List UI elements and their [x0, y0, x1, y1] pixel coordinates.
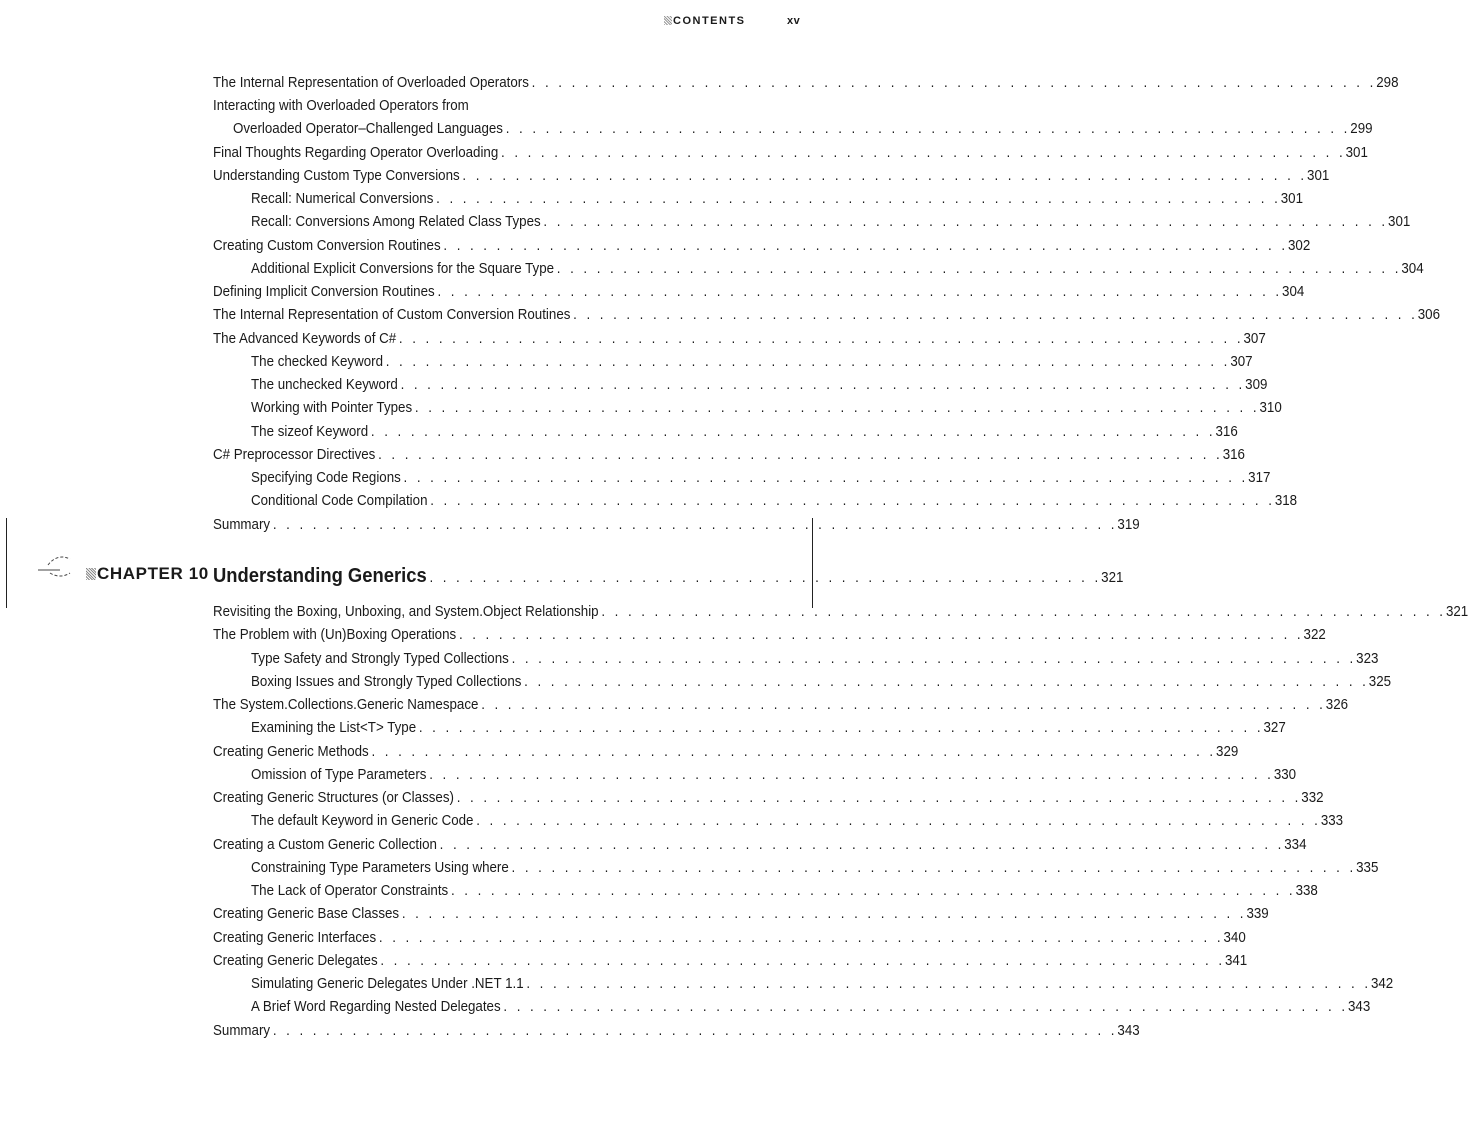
toc-entry-first-line[interactable]: Interacting with Overloaded Operators from: [213, 98, 469, 114]
page-number: 316: [1215, 424, 1238, 440]
toc-subentry[interactable]: Omission of Type Parameters . . . . . . . . . . . . . . . . . . . . . . . . . . . . . . . . . . . . . . . . . . . . . . . . . . . . . . . . . . . . . . . . 330: [251, 764, 735, 787]
toc-subentry[interactable]: Examining the List<T> Type . . . . . . . . . . . . . . . . . . . . . . . . . . . . . . . . . . . . . . . . . . . . . . . . . . . . . . . . . . . . . . . . 327: [251, 717, 735, 740]
toc-entry[interactable]: C# Preprocessor Directives . . . . . . . . . . . . . . . . . . . . . . . . . . . . . . . . . . . . . . . . . . . . . . . . . . . . . . . . . . . . . . . . 316: [213, 444, 735, 467]
page-number: 302: [1287, 238, 1311, 254]
toc-entry[interactable]: Summary . . . . . . . . . . . . . . . . . . . . . . . . . . . . . . . . . . . . . . . . . . . . . . . . . . . . . . . . . . . . . . . . 343: [213, 1020, 735, 1043]
toc-entry[interactable]: Creating Generic Methods . . . . . . . . . . . . . . . . . . . . . . . . . . . . . . . . . . . . . . . . . . . . . . . . . . . . . . . . . . . . . . . . 329: [213, 741, 735, 764]
page-number: 343: [1347, 999, 1371, 1015]
page-number: 310: [1259, 400, 1282, 416]
page-number: 321: [1101, 570, 1124, 586]
page-number: 341: [1224, 953, 1248, 969]
toc-subentry[interactable]: A Brief Word Regarding Nested Delegates . . . . . . . . . . . . . . . . . . . . . . . . . . . . . . . . . . . . . . . . . . . . . . . . . . . . . . . . . . . . . . . . 343: [251, 996, 735, 1019]
toc-entry[interactable]: The Internal Representation of Overloaded Operators . . . . . . . . . . . . . . . . . . . . . . . . . . . . . . . . . . . . . . . . . . . . . . . . . . . . . . . . . . . . . . . . 298: [213, 72, 735, 95]
page-number: 321: [1445, 604, 1468, 620]
page-number: 306: [1417, 307, 1441, 323]
toc-subentry[interactable]: Additional Explicit Conversions for the Square Type . . . . . . . . . . . . . . . . . . . . . . . . . . . . . . . . . . . . . . . . . . . . . . . . . . . . . . . . . . . . . . . . 304: [251, 258, 735, 281]
toc-subentry[interactable]: Constraining Type Parameters Using where . . . . . . . . . . . . . . . . . . . . . . . . . . . . . . . . . . . . . . . . . . . . . . . . . . . . . . . . . . . . . . . . 335: [251, 857, 735, 880]
page-number: 301: [1307, 168, 1330, 184]
toc-entry[interactable]: Creating Generic Base Classes . . . . . . . . . . . . . . . . . . . . . . . . . . . . . . . . . . . . . . . . . . . . . . . . . . . . . . . . . . . . . . . . 339: [213, 903, 735, 926]
toc-entry[interactable]: Creating Generic Interfaces . . . . . . . . . . . . . . . . . . . . . . . . . . . . . . . . . . . . . . . . . . . . . . . . . . . . . . . . . . . . . . . . 340: [213, 927, 735, 950]
registration-mark-icon: [30, 553, 90, 583]
chapter-entry[interactable]: Understanding Generics . . . . . . . . . . . . . . . . . . . . . . . . . . . . . . . . . . . . . . . . . . . . . . . . . . . 321: [213, 561, 735, 591]
toc-subentry[interactable]: Conditional Code Compilation . . . . . . . . . . . . . . . . . . . . . . . . . . . . . . . . . . . . . . . . . . . . . . . . . . . . . . . . . . . . . . . . 318: [251, 490, 735, 513]
page-number: 329: [1216, 744, 1239, 760]
page-number: 309: [1245, 377, 1268, 393]
toc-entry[interactable]: Revisiting the Boxing, Unboxing, and System.Object Relationship . . . . . . . . . . . . . . . . . . . . . . . . . . . . . . . . . . . . . . . . . . . . . . . . . . . . . . . . . . . . . . . . 321: [213, 601, 735, 624]
page-number: 301: [1345, 145, 1368, 161]
toc-subentry[interactable]: The default Keyword in Generic Code . . . . . . . . . . . . . . . . . . . . . . . . . . . . . . . . . . . . . . . . . . . . . . . . . . . . . . . . . . . . . . . . 333: [251, 810, 735, 833]
page-number: 325: [1368, 674, 1392, 690]
page-number: 332: [1301, 790, 1324, 806]
page-number: 343: [1117, 1023, 1140, 1039]
toc-subentry[interactable]: The unchecked Keyword . . . . . . . . . . . . . . . . . . . . . . . . . . . . . . . . . . . . . . . . . . . . . . . . . . . . . . . . . . . . . . . . 309: [251, 374, 735, 397]
page-number: 301: [1388, 214, 1411, 230]
running-head: [0, 15, 816, 31]
toc-entry-continuation[interactable]: Overloaded Operator–Challenged Languages . . . . . . . . . . . . . . . . . . . . . . . . . . . . . . . . . . . . . . . . . . . . . . . . . . . . . . . . . . . . . . . . 299: [233, 118, 737, 141]
toc-entry[interactable]: Summary . . . . . . . . . . . . . . . . . . . . . . . . . . . . . . . . . . . . . . . . . . . . . . . . . . . . . . . . . . . . . . . . 319: [213, 514, 735, 537]
page-number: 307: [1230, 354, 1253, 370]
toc-subentry[interactable]: Specifying Code Regions . . . . . . . . . . . . . . . . . . . . . . . . . . . . . . . . . . . . . . . . . . . . . . . . . . . . . . . . . . . . . . . . 317: [251, 467, 735, 490]
page-number: 322: [1303, 627, 1326, 643]
page-number: 299: [1350, 121, 1373, 137]
page-number: 323: [1356, 651, 1379, 667]
shaded-box-icon: [664, 16, 672, 25]
toc-entry[interactable]: The Internal Representation of Custom Conversion Routines . . . . . . . . . . . . . . . . . . . . . . . . . . . . . . . . . . . . . . . . . . . . . . . . . . . . . . . . . . . . . . . . 306: [213, 304, 735, 327]
page-number: 339: [1246, 906, 1269, 922]
toc-entry[interactable]: Creating Generic Structures (or Classes) . . . . . . . . . . . . . . . . . . . . . . . . . . . . . . . . . . . . . . . . . . . . . . . . . . . . . . . . . . . . . . . . 332: [213, 787, 735, 810]
toc-entry[interactable]: Defining Implicit Conversion Routines . . . . . . . . . . . . . . . . . . . . . . . . . . . . . . . . . . . . . . . . . . . . . . . . . . . . . . . . . . . . . . . . 304: [213, 281, 735, 304]
page-number: 330: [1273, 767, 1297, 783]
page-number: 307: [1243, 331, 1266, 347]
page-number: 298: [1376, 75, 1399, 91]
toc-subentry[interactable]: The checked Keyword . . . . . . . . . . . . . . . . . . . . . . . . . . . . . . . . . . . . . . . . . . . . . . . . . . . . . . . . . . . . . . . . 307: [251, 351, 735, 374]
toc-subentry[interactable]: Type Safety and Strongly Typed Collections . . . . . . . . . . . . . . . . . . . . . . . . . . . . . . . . . . . . . . . . . . . . . . . . . . . . . . . . . . . . . . . . 323: [251, 648, 735, 671]
toc-entry[interactable]: Creating Custom Conversion Routines . . . . . . . . . . . . . . . . . . . . . . . . . . . . . . . . . . . . . . . . . . . . . . . . . . . . . . . . . . . . . . . . 302: [213, 235, 735, 258]
page-number: 335: [1356, 860, 1379, 876]
page-number: 334: [1284, 837, 1307, 853]
chapter-label: CHAPTER 10: [86, 564, 209, 584]
toc-subentry[interactable]: Simulating Generic Delegates Under .NET 1.1 . . . . . . . . . . . . . . . . . . . . . . . . . . . . . . . . . . . . . . . . . . . . . . . . . . . . . . . . . . . . . . . . 342: [251, 973, 735, 996]
toc-subentry[interactable]: Working with Pointer Types . . . . . . . . . . . . . . . . . . . . . . . . . . . . . . . . . . . . . . . . . . . . . . . . . . . . . . . . . . . . . . . . 310: [251, 397, 735, 420]
toc-subentry[interactable]: Boxing Issues and Strongly Typed Collections . . . . . . . . . . . . . . . . . . . . . . . . . . . . . . . . . . . . . . . . . . . . . . . . . . . . . . . . . . . . . . . . 325: [251, 671, 735, 694]
page-number: 301: [1280, 191, 1304, 207]
page-number: 338: [1295, 883, 1318, 899]
page-number: 326: [1325, 697, 1349, 713]
page-number: 327: [1263, 720, 1286, 736]
chapter-title: Understanding Generics: [213, 565, 427, 587]
page-number: 333: [1320, 813, 1344, 829]
page-number: 342: [1370, 976, 1394, 992]
toc-subentry[interactable]: Recall: Conversions Among Related Class Types . . . . . . . . . . . . . . . . . . . . . . . . . . . . . . . . . . . . . . . . . . . . . . . . . . . . . . . . . . . . . . . . 301: [251, 211, 735, 234]
toc-entry[interactable]: The System.Collections.Generic Namespace . . . . . . . . . . . . . . . . . . . . . . . . . . . . . . . . . . . . . . . . . . . . . . . . . . . . . . . . . . . . . . . . 326: [213, 694, 735, 717]
toc-entry[interactable]: Creating a Custom Generic Collection . . . . . . . . . . . . . . . . . . . . . . . . . . . . . . . . . . . . . . . . . . . . . . . . . . . . . . . . . . . . . . . . 334: [213, 834, 735, 857]
toc-subentry[interactable]: The Lack of Operator Constraints . . . . . . . . . . . . . . . . . . . . . . . . . . . . . . . . . . . . . . . . . . . . . . . . . . . . . . . . . . . . . . . . 338: [251, 880, 735, 903]
page-number: 304: [1401, 261, 1424, 277]
toc-entry[interactable]: The Advanced Keywords of C# . . . . . . . . . . . . . . . . . . . . . . . . . . . . . . . . . . . . . . . . . . . . . . . . . . . . . . . . . . . . . . . . 307: [213, 328, 735, 351]
chapter-heading: [0, 561, 1124, 591]
shaded-box-icon: [86, 568, 96, 580]
toc-entry[interactable]: The Problem with (Un)Boxing Operations . . . . . . . . . . . . . . . . . . . . . . . . . . . . . . . . . . . . . . . . . . . . . . . . . . . . . . . . . . . . . . . . 322: [213, 624, 735, 647]
page-number: 304: [1282, 284, 1305, 300]
toc-entry[interactable]: Final Thoughts Regarding Operator Overloading . . . . . . . . . . . . . . . . . . . . . . . . . . . . . . . . . . . . . . . . . . . . . . . . . . . . . . . . . . . . . . . . 301: [213, 142, 735, 165]
toc-entry[interactable]: Creating Generic Delegates . . . . . . . . . . . . . . . . . . . . . . . . . . . . . . . . . . . . . . . . . . . . . . . . . . . . . . . . . . . . . . . . 341: [213, 950, 735, 973]
running-head-page-number: xv: [787, 15, 801, 27]
toc-subentry[interactable]: Recall: Numerical Conversions . . . . . . . . . . . . . . . . . . . . . . . . . . . . . . . . . . . . . . . . . . . . . . . . . . . . . . . . . . . . . . . . 301: [251, 188, 735, 211]
page-number: 318: [1274, 493, 1298, 509]
running-head-section: CONTENTS: [664, 15, 746, 27]
toc-subentry[interactable]: The sizeof Keyword . . . . . . . . . . . . . . . . . . . . . . . . . . . . . . . . . . . . . . . . . . . . . . . . . . . . . . . . . . . . . . . . 316: [251, 421, 735, 444]
page-number: 319: [1117, 517, 1140, 533]
toc-entry[interactable]: Understanding Custom Type Conversions . . . . . . . . . . . . . . . . . . . . . . . . . . . . . . . . . . . . . . . . . . . . . . . . . . . . . . . . . . . . . . . . 301: [213, 165, 735, 188]
page-number: 316: [1222, 447, 1245, 463]
page-number: 340: [1223, 930, 1246, 946]
page-number: 317: [1248, 470, 1271, 486]
